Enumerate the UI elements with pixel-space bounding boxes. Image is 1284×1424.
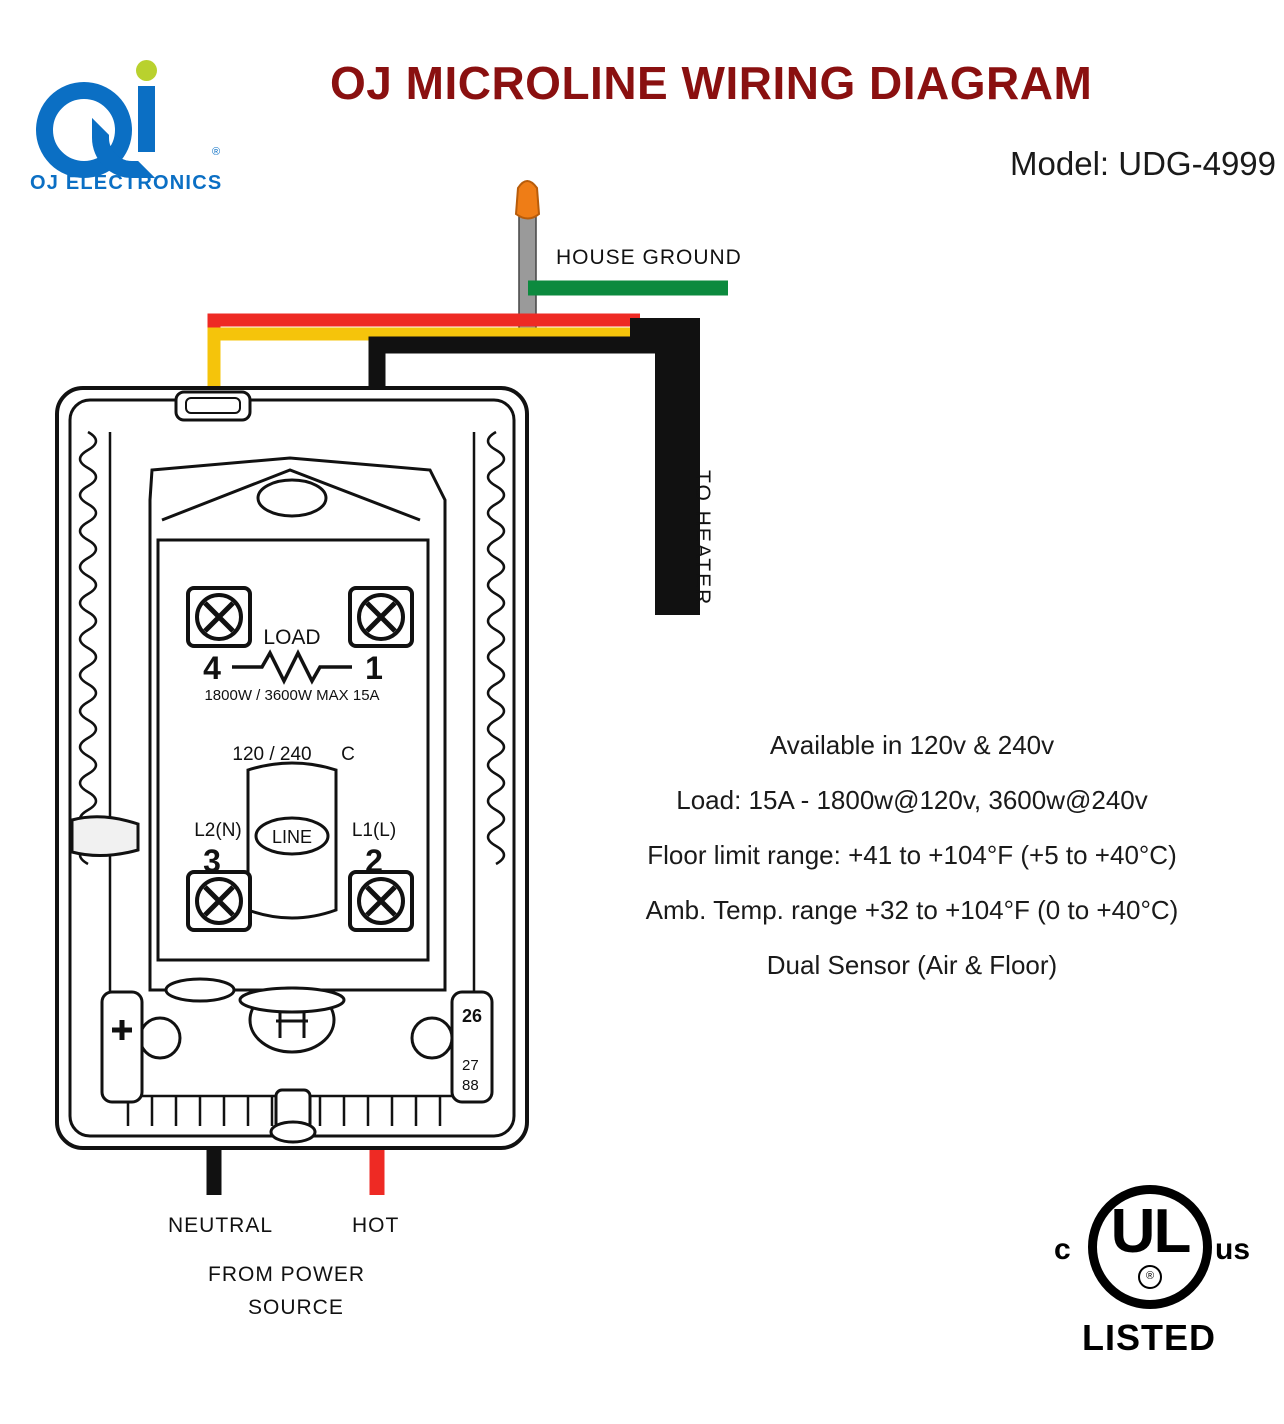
terminal-2-label: 2: [365, 843, 383, 879]
page-title: OJ MICROLINE WIRING DIAGRAM: [330, 57, 1093, 109]
mold-mark-1: 26: [462, 1006, 483, 1026]
specifications-list: [540, 730, 1284, 1005]
spec-item: Available in 120v & 240v: [769, 730, 1055, 760]
logo-registered-mark: ®: [212, 146, 221, 158]
voltage-label: 120 / 240: [232, 744, 312, 765]
hot-label: HOT: [352, 1214, 400, 1237]
spec-item: Amb. Temp. range +32 to +104°F (0 to +40°C): [645, 895, 1179, 925]
ul-listed-text: LISTED: [1082, 1317, 1217, 1358]
spec-item: Load: 15A - 1800w@120v, 3600w@240v: [676, 785, 1148, 815]
ul-listed-mark: [1040, 1185, 1260, 1385]
logo-wordmark: OJ ELECTRONICS: [30, 172, 223, 194]
screw-terminal-2: [350, 872, 412, 930]
bottom-boss-rim: [240, 988, 344, 1012]
to-heater-label: TO HEATER: [691, 470, 714, 607]
terminal-1-label: 1: [365, 650, 383, 686]
l1l-label: L1(L): [351, 820, 397, 841]
mold-mark-3: 88: [462, 1077, 479, 1094]
l2n-label: L2(N): [194, 820, 242, 841]
wire-nut-icon: [516, 181, 539, 219]
screw-terminal-4: [188, 588, 250, 646]
spec-item: Floor limit range: +41 to +104°F (+5 to +40°C): [647, 840, 1177, 870]
mold-mark-2: 27: [462, 1057, 479, 1074]
top-clip-inner: [186, 398, 240, 413]
chassis-oval-cutout: [258, 480, 326, 516]
from-power-label: FROM POWER: [208, 1263, 365, 1286]
ul-registered-mark: ®: [1138, 1265, 1162, 1289]
bottom-center-foot: [271, 1122, 315, 1142]
spec-item: Dual Sensor (Air & Floor): [766, 950, 1058, 980]
load-label: LOAD: [263, 626, 321, 649]
terminal-3-label: 3: [203, 843, 221, 879]
screw-terminal-3: [188, 872, 250, 930]
house-ground-label: HOUSE GROUND: [556, 246, 742, 269]
ul-c-mark: c: [1054, 1233, 1071, 1266]
screw-terminal-1: [350, 588, 412, 646]
ul-letters: UL: [1110, 1197, 1190, 1266]
left-tab: [102, 992, 142, 1102]
line-label: LINE: [271, 827, 313, 847]
left-screw-boss: [140, 1018, 180, 1058]
lower-left-slot: [166, 979, 234, 1001]
c-terminal-label: C: [341, 744, 355, 765]
load-rating-label: 1800W / 3600W MAX 15A: [204, 687, 380, 704]
right-screw-boss: [412, 1018, 452, 1058]
sensor-cable-stub: [72, 817, 138, 856]
neutral-label: NEUTRAL: [168, 1214, 274, 1237]
power-source-label: SOURCE: [248, 1296, 344, 1319]
model-label: Model: UDG-4999: [1010, 145, 1276, 182]
ul-us-mark: us: [1215, 1233, 1251, 1266]
terminal-4-label: 4: [203, 650, 221, 686]
